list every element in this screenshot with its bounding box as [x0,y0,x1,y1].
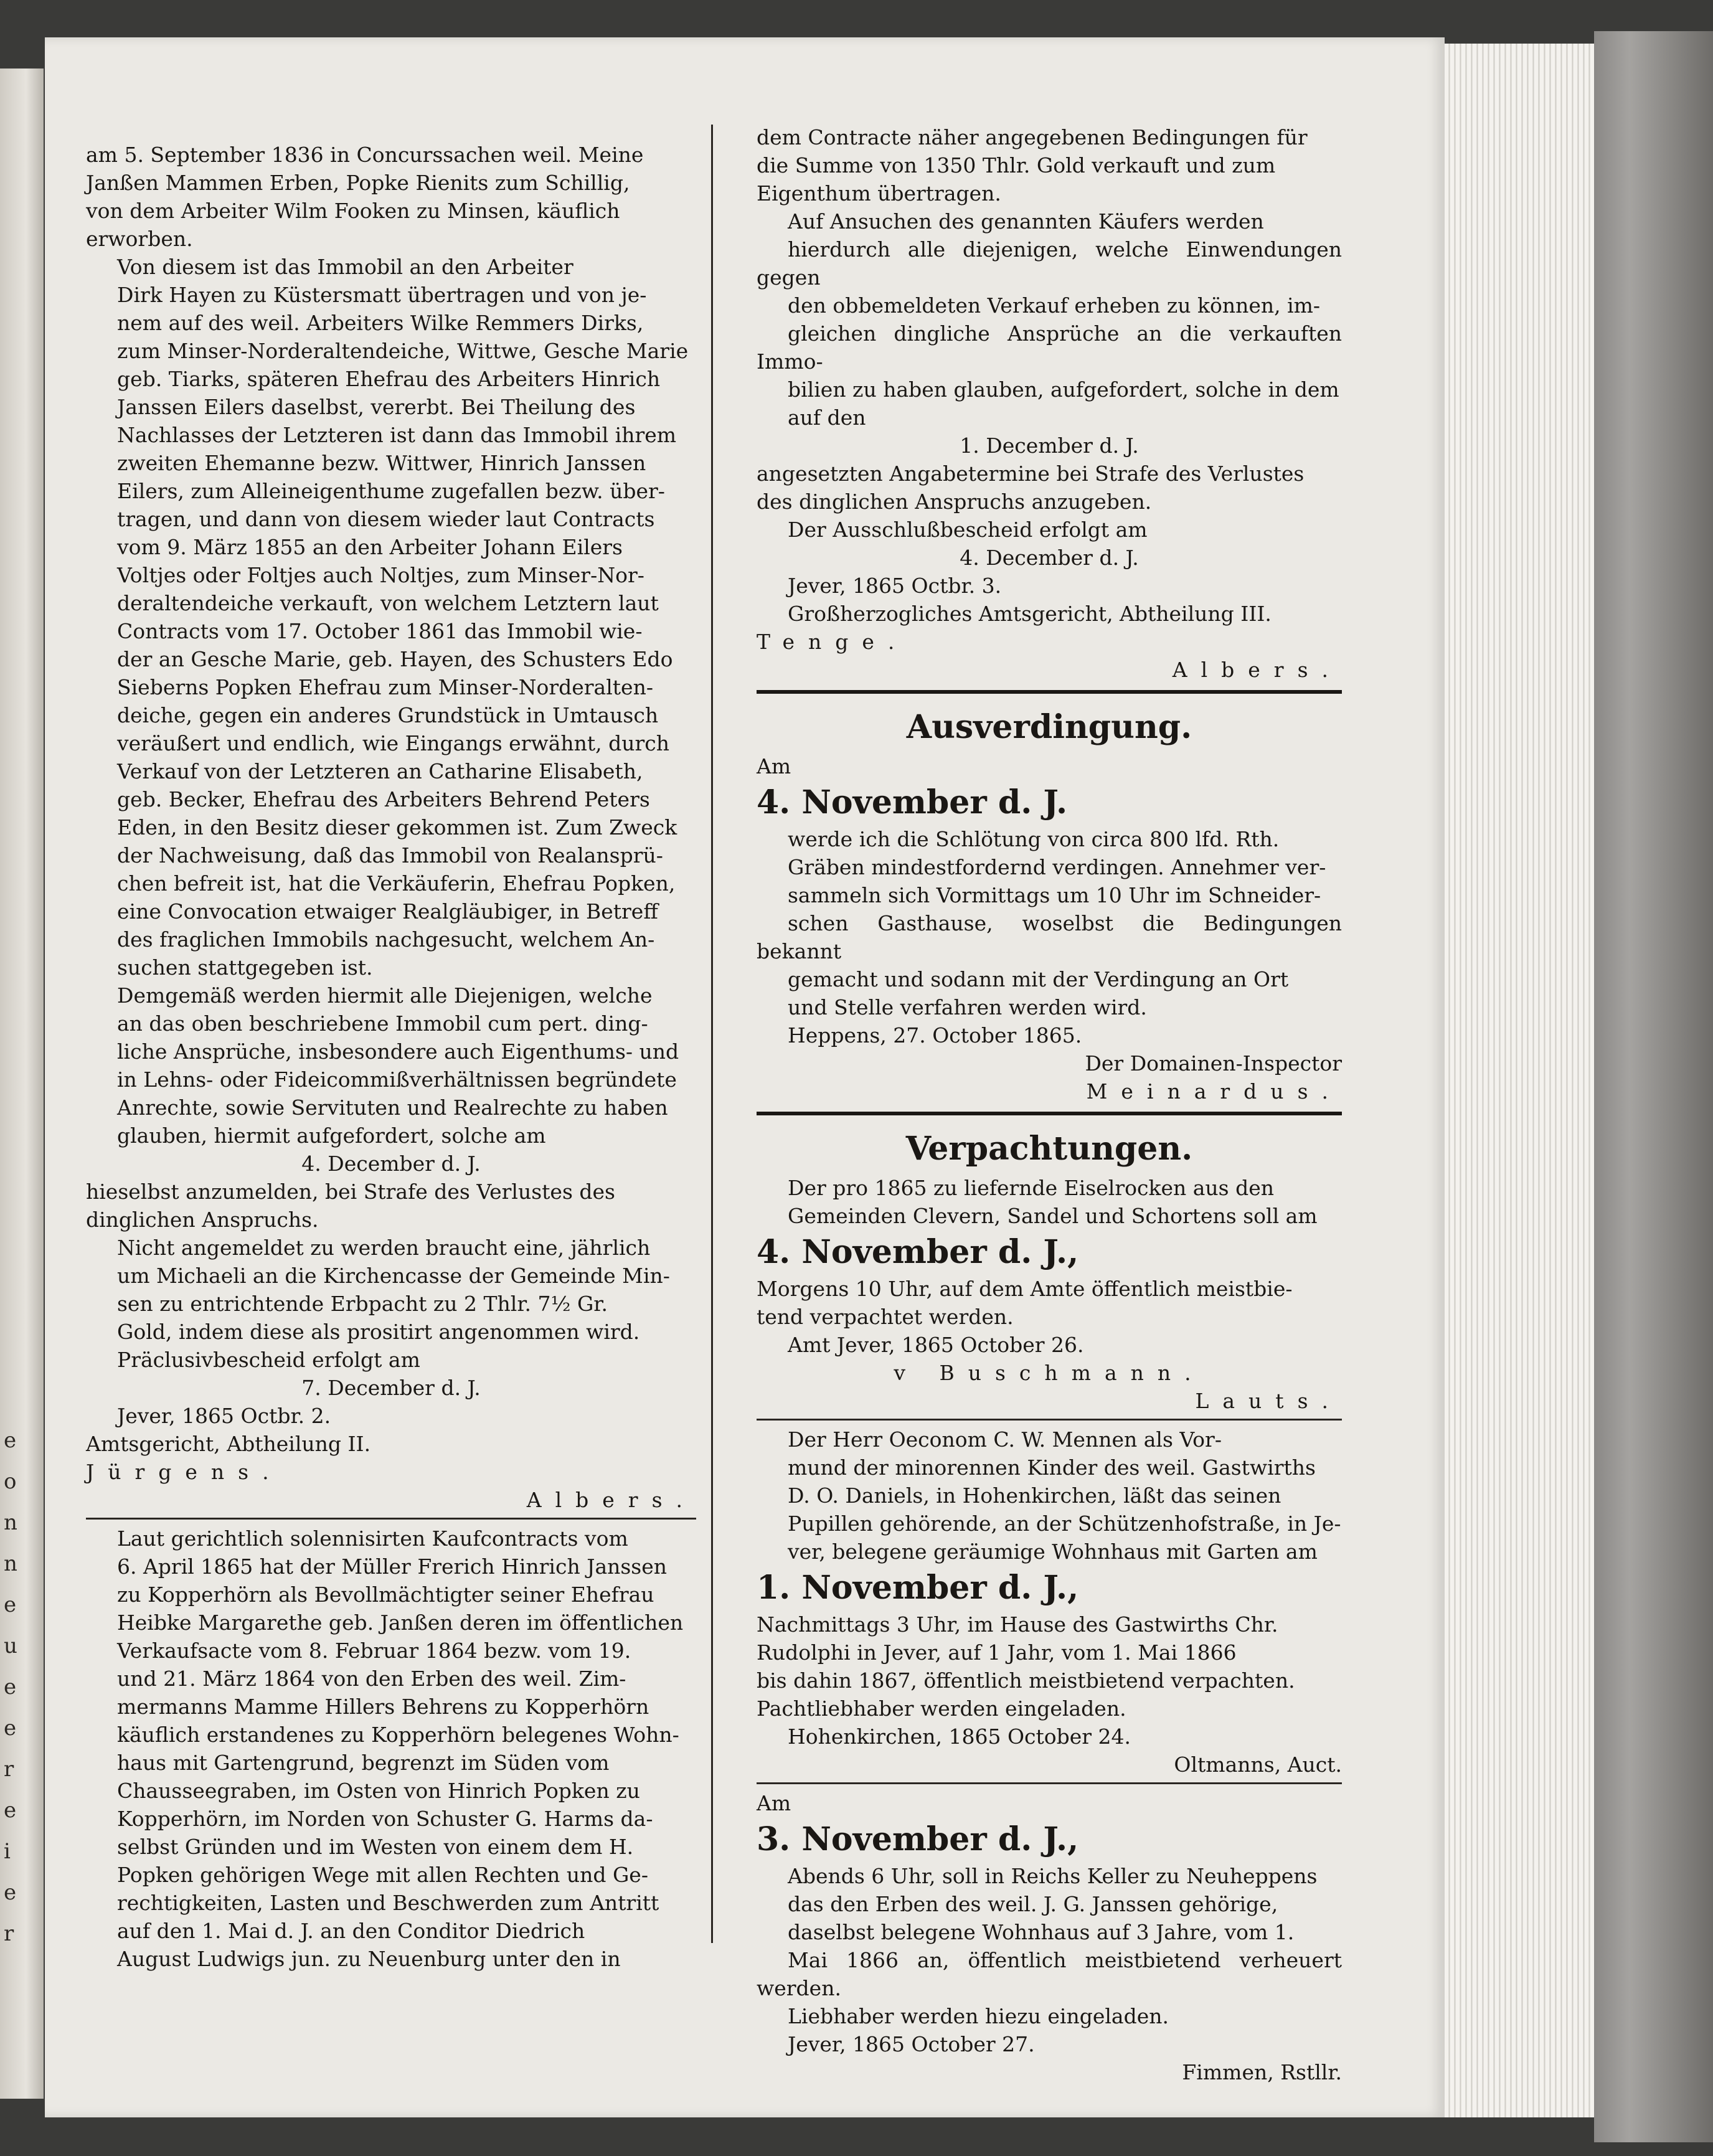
section-separator [757,690,1342,694]
edge-letter: o [4,1469,17,1494]
place-date: Amt Jever, 1865 October 26. [788,1333,1084,1357]
notice-paragraph [86,141,696,253]
text-line: hierdurch alle diejenigen, welche Einwendungen gegen [757,237,1342,290]
edge-letter: e [4,1428,17,1453]
text-line: selbst Gründen und im Westen von einem dem H. [117,1835,634,1859]
edge-letter: n [4,1510,17,1535]
notice-paragraph [757,825,1342,1021]
deadline-date: 4. December d. J. [960,546,1139,570]
text-line: deraltendeiche verkauft, von welchem Letztern laut [117,591,659,615]
text-line: Gräben mindestfordernd verdingen. Annehmer ver- [788,855,1326,879]
edge-letter: u [4,1634,17,1658]
court-name: Großherzogliches Amtsgericht, Abtheilung III. [788,602,1272,626]
text-line: gemacht und sodann mit der Verdingung an Ort [788,967,1289,991]
notice-paragraph [86,1234,696,1346]
text-line: das den Erben des weil. J. G. Janssen gehörige, [788,1892,1278,1916]
left-edge-letters [4,1420,35,1954]
text-line: nem auf des weil. Arbeiters Wilke Remmers Dirks, [117,311,644,335]
text-line: Sieberns Popken Ehefrau zum Minser-Norderalten- [117,675,653,699]
text-line: Abends 6 Uhr, soll in Reichs Keller zu Neuheppens [788,1864,1318,1888]
notice-paragraph [86,981,696,1150]
left-page-edge [0,69,44,2099]
text-line: Contracts vom 17. October 1861 das Immobil wie- [117,619,643,643]
text-line: und 21. März 1864 von den Erben des weil. Zim- [117,1667,626,1691]
notice-separator [86,1518,696,1520]
clerk-signature: Albers. [526,1488,696,1512]
notice-paragraph [757,207,1342,432]
book-page-edges [1445,44,1594,2117]
notice-paragraph [757,123,1342,207]
notice-paragraph [757,1862,1342,2030]
text-line: ver, belegene geräumige Wohnhaus mit Garten am [788,1539,1318,1564]
edge-letter: e [4,1592,17,1617]
place-date: Heppens, 27. October 1865. [788,1023,1082,1047]
notice-paragraph [757,1174,1342,1230]
text-line: werde ich die Schlötung von circa 800 lfd. Rth. [788,827,1280,851]
text-line: dinglichen Anspruchs. [86,1208,319,1232]
text-line: haus mit Gartengrund, begrenzt im Süden vom [117,1751,610,1775]
text-line: tragen, und dann von diesem wieder laut Contracts [117,507,655,531]
text-line: des fraglichen Immobils nachgesucht, welchem An- [117,927,655,952]
text-line: Verkauf von der Letzteren an Catharine Elisabeth, [117,759,643,783]
text-line: von dem Arbeiter Wilm Fooken zu Minsen, käuflich [86,199,620,223]
text-line: den obbemeldeten Verkauf erheben zu können, im- [788,293,1321,318]
text-line: Pachtliebhaber werden eingeladen. [757,1696,1126,1721]
notice-paragraph [757,1426,1342,1566]
book-cover-edge [1594,31,1713,2142]
text-line: des dinglichen Anspruchs anzugeben. [757,489,1152,514]
text-line: Janssen Eilers daselbst, vererbt. Bei Theilung des [117,395,636,419]
text-line: Heibke Margarethe geb. Janßen deren im öffentlichen [117,1610,684,1635]
text-line: dem Contracte näher angegebenen Bedingungen für [757,125,1308,149]
notice-paragraph [86,253,696,981]
text-line: sammeln sich Vormittags um 10 Uhr im Schneider- [788,883,1321,907]
text-line: vom 9. März 1855 an den Arbeiter Johann Eilers [117,535,623,559]
text-line: 6. April 1865 hat der Müller Frerich Hinrich Janssen [117,1554,668,1579]
notice-paragraph [757,1275,1342,1331]
text-line: hieselbst anzumelden, bei Strafe des Verlustes des [86,1180,615,1204]
text-line: Verkaufsacte vom 8. Februar 1864 bezw. vom 19. [117,1638,631,1663]
text-line: geb. Tiarks, späteren Ehefrau des Arbeiters Hinrich [117,367,661,391]
edge-letter: n [4,1551,17,1576]
judge-signature: Tenge. [757,630,908,654]
notice-paragraph [757,1610,1342,1723]
deadline-date: 7. December d. J. [301,1376,481,1400]
text-line: Chausseegraben, im Osten von Hinrich Popken zu [117,1779,640,1803]
text-line: zweiten Ehemanne bezw. Wittwer, Hinrich Janssen [117,451,646,475]
notice-paragraph: Präclusivbescheid erfolgt am [117,1348,420,1372]
text-line: der an Gesche Marie, geb. Hayen, des Schusters Edo [117,647,673,671]
text-line: am 5. September 1836 in Concurssachen weil. Meine [86,143,644,167]
text-line: Laut gerichtlich solennisirten Kaufcontracts vom [117,1526,628,1551]
text-line: Gemeinden Clevern, Sandel und Schortens soll am [788,1204,1318,1228]
right-column [757,123,1342,2086]
signer-name: Meinardus. [1086,1079,1342,1104]
text-line: an das oben beschriebene Immobil cum pert. ding- [117,1011,648,1036]
edge-letter: e [4,1880,17,1905]
signer-name: Oltmanns, Auct. [1174,1752,1342,1777]
text-line: in Lehns- oder Fideicommißverhältnissen begründete [117,1067,677,1092]
notice-separator [757,1782,1342,1784]
text-line: Dirk Hayen zu Küstersmatt übertragen und von je- [117,283,647,307]
text-line: eine Convocation etwaiger Realgläubiger, in Betreff [117,899,658,924]
text-line: und Stelle verfahren werden wird. [788,995,1147,1019]
text-line: Der pro 1865 zu liefernde Eiselrocken aus den [788,1176,1274,1200]
edge-letter: e [4,1798,17,1823]
text-line: bilien zu haben glauben, aufgefordert, solche in dem [788,377,1339,402]
edge-letter: i [4,1839,11,1864]
text-line: chen befreit ist, hat die Verkäuferin, Ehefrau Popken, [117,871,676,896]
text-line: die Summe von 1350 Thlr. Gold verkauft und zum [757,153,1276,177]
text-line: glauben, hiermit aufgefordert, solche am [117,1123,546,1148]
notice-paragraph [757,460,1342,516]
edge-letter: e [4,1675,17,1700]
text-line: August Ludwigs jun. zu Neuenburg unter den in [117,1947,621,1971]
place-date: Jever, 1865 Octbr. 3. [788,574,1002,598]
text-line: Mai 1866 an, öffentlich meistbietend verheuert werden. [757,1948,1342,2000]
am-label: Am [757,1791,791,1815]
text-line: gleichen dingliche Ansprüche an die verkauften Immo- [757,321,1342,374]
text-line: D. O. Daniels, in Hohenkirchen, läßt das seinen [788,1483,1281,1508]
text-line: Janßen Mammen Erben, Popke Rienits zum Schillig, [86,171,630,195]
text-line: käuflich erstandenes zu Kopperhörn belegenes Wohn- [117,1723,679,1747]
judge-signature: Jürgens. [86,1460,283,1484]
text-line: auf den 1. Mai d. J. an den Conditor Diedrich [117,1919,585,1943]
text-line: Demgemäß werden hiermit alle Diejenigen, welche [117,983,653,1008]
deadline-date: 4. December d. J. [301,1151,481,1176]
text-line: sen zu entrichtende Erbpacht zu 2 Thlr. 7½ Gr. [117,1292,608,1316]
text-line: Gold, indem diese als prositirt angenommen wird. [117,1320,640,1344]
text-line: Voltjes oder Foltjes auch Noltjes, zum Minser-Nor- [117,563,644,587]
text-line: daselbst belegene Wohnhaus auf 3 Jahre, vom 1. [788,1920,1295,1944]
text-line: tend verpachtet werden. [757,1305,1014,1329]
text-line: Kopperhörn, im Norden von Schuster G. Harms da- [117,1807,653,1831]
notice-paragraph: Der Ausschlußbescheid erfolgt am [788,518,1148,542]
text-line: mund der minorennen Kinder des weil. Gastwirths [788,1455,1316,1480]
event-date: 3. November d. J., [757,1820,1079,1858]
text-line: Morgens 10 Uhr, auf dem Amte öffentlich meistbie- [757,1277,1293,1301]
text-line: um Michaeli an die Kirchencasse der Gemeinde Min- [117,1264,670,1288]
am-label: Am [757,754,791,778]
text-line: schen Gasthause, woselbst die Bedingungen bekannt [757,911,1342,963]
text-line: auf den [788,405,866,430]
edge-letter: e [4,1716,17,1741]
text-line: angesetzten Angabetermine bei Strafe des Verlustes [757,461,1305,486]
event-date: 4. November d. J., [757,1233,1079,1271]
signer-title: Der Domainen-Inspector [1085,1051,1342,1076]
column-divider [711,125,713,1943]
text-line: der Nachweisung, daß das Immobil von Realansprü- [117,843,663,868]
deadline-date: 1. December d. J. [960,433,1139,458]
text-line: Liebhaber werden hiezu eingeladen. [788,2004,1169,2028]
section-separator [757,1112,1342,1115]
edge-letter: r [4,1921,14,1946]
signer-name: Fimmen, Rstllr. [1182,2060,1342,2084]
place-date: Jever, 1865 October 27. [788,2032,1035,2056]
text-line: Eilers, zum Alleineigenthume zugefallen bezw. über- [117,479,665,503]
text-line: Pupillen gehörende, an der Schützenhofstraße, in Je- [788,1511,1341,1536]
text-line: Rudolphi in Jever, auf 1 Jahr, vom 1. Mai 1866 [757,1640,1237,1665]
notice-separator [757,1419,1342,1421]
text-line: geb. Becker, Ehefrau des Arbeiters Behrend Peters [117,787,650,811]
text-line: Auf Ansuchen des genannten Käufers werden [788,209,1264,234]
text-line: zum Minser-Norderaltendeiche, Wittwe, Gesche Marie [117,339,689,363]
clerk-signature: Lauts. [1195,1389,1342,1413]
signer-name: v Buschmann. [894,1361,1205,1385]
left-column [86,141,696,1973]
section-heading: Verpachtungen. [905,1130,1193,1168]
text-line: Nachmittags 3 Uhr, im Hause des Gastwirths Chr. [757,1612,1278,1637]
text-line: zu Kopperhörn als Bevollmächtigter seiner Ehefrau [117,1582,654,1607]
text-line: mermanns Mamme Hillers Behrens zu Kopperhörn [117,1695,649,1719]
text-line: Popken gehörigen Wege mit allen Rechten und Ge- [117,1863,648,1887]
text-line: erworben. [86,227,193,251]
notice-paragraph [86,1525,696,1973]
text-line: Anrechte, sowie Servituten und Realrechte zu haben [117,1095,668,1120]
place-date: Hohenkirchen, 1865 October 24. [788,1724,1131,1749]
place-date: Jever, 1865 Octbr. 2. [117,1404,331,1428]
text-line: deiche, gegen ein anderes Grundstück in Umtausch [117,703,659,727]
text-line: bis dahin 1867, öffentlich meistbietend verpachten. [757,1668,1295,1693]
text-line: Von diesem ist das Immobil an den Arbeiter [117,255,573,279]
text-line: veräußert und endlich, wie Eingangs erwähnt, durch [117,731,670,755]
edge-letter: r [4,1757,14,1782]
text-line: Nicht angemeldet zu werden braucht eine, jährlich [117,1236,651,1260]
text-line: Nachlasses der Letzteren ist dann das Immobil ihrem [117,423,677,447]
court-name: Amtsgericht, Abtheilung II. [86,1432,371,1456]
text-line: Eigenthum übertragen. [757,181,1001,206]
notice-paragraph [86,1178,696,1234]
clerk-signature: Albers. [1172,658,1342,682]
text-line: rechtigkeiten, Lasten und Beschwerden zum Antritt [117,1891,659,1915]
text-line: Der Herr Oeconom C. W. Mennen als Vor- [788,1427,1222,1452]
text-line: Eden, in den Besitz dieser gekommen ist. Zum Zweck [117,815,677,839]
event-date: 4. November d. J. [757,783,1068,821]
text-line: liche Ansprüche, insbesondere auch Eigenthums- und [117,1039,679,1064]
section-heading: Ausverdingung. [906,708,1192,746]
text-line: suchen stattgegeben ist. [117,955,373,980]
event-date: 1. November d. J., [757,1569,1079,1607]
